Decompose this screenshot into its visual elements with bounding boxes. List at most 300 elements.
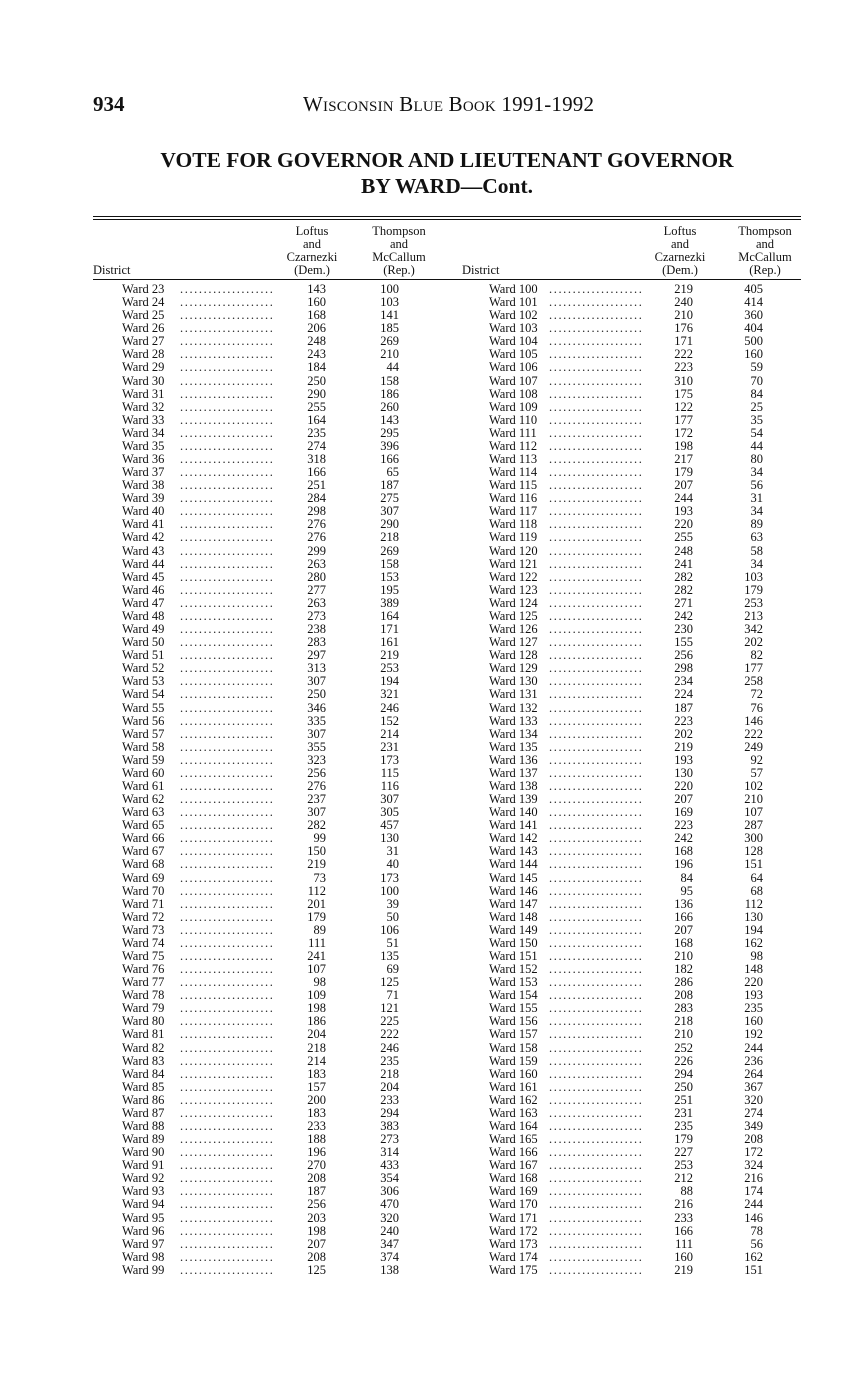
ward-name: Ward 118 [489, 517, 538, 532]
ward-row [122, 518, 412, 531]
leader-dots: .................... [180, 518, 275, 532]
dem-votes: 125 [307, 1262, 326, 1277]
leader-dots: .................... [180, 1185, 275, 1199]
ward-row [122, 728, 412, 741]
ward-row [122, 505, 412, 518]
ward-name: Ward 55 [122, 700, 165, 715]
rep-votes: 264 [744, 1066, 763, 1081]
dem-votes: 277 [307, 582, 326, 597]
ward-name: Ward 34 [122, 425, 165, 440]
ward-name: Ward 58 [122, 739, 165, 754]
leader-dots: .................... [180, 963, 275, 977]
rep-votes: 307 [380, 792, 399, 807]
rep-votes: 233 [380, 1092, 399, 1107]
rep-votes: 172 [744, 1145, 763, 1160]
leader-dots: .................... [549, 884, 644, 898]
ward-row [122, 401, 412, 414]
rep-votes: 25 [750, 399, 763, 414]
rep-votes: 143 [380, 412, 399, 427]
ward-name: Ward 35 [122, 438, 165, 453]
dem-votes: 282 [307, 818, 326, 833]
ward-name: Ward 156 [489, 1014, 538, 1029]
ward-name: Ward 85 [122, 1079, 165, 1094]
dem-votes: 207 [674, 478, 693, 493]
leader-dots: .................... [180, 596, 275, 610]
leader-dots: .................... [549, 623, 644, 637]
leader-dots: .................... [180, 714, 275, 728]
ward-name: Ward 65 [122, 818, 165, 833]
leader-dots: .................... [549, 727, 644, 741]
dem-votes: 107 [307, 962, 326, 977]
leader-dots: .................... [180, 923, 275, 937]
leader-dots: .................... [180, 374, 275, 388]
dem-votes: 298 [674, 661, 693, 676]
rep-votes: 115 [380, 765, 399, 780]
ward-name: Ward 27 [122, 334, 165, 349]
district-header-left: District [93, 263, 131, 277]
ward-row [122, 1251, 412, 1264]
ward-name: Ward 106 [489, 360, 538, 375]
dem-votes: 73 [313, 870, 326, 885]
ward-row [489, 401, 779, 414]
ward-name: Ward 48 [122, 608, 165, 623]
leader-dots: .................... [180, 1263, 275, 1277]
leader-dots: .................... [180, 766, 275, 780]
leader-dots: .................... [180, 910, 275, 924]
ward-name: Ward 100 [489, 282, 538, 296]
dem-votes: 184 [307, 360, 326, 375]
leader-dots: .................... [180, 1067, 275, 1081]
ward-row [122, 558, 412, 571]
leader-dots: .................... [180, 806, 275, 820]
leader-dots: .................... [180, 387, 275, 401]
leader-dots: .................... [180, 479, 275, 493]
dem-votes: 207 [307, 1236, 326, 1251]
leader-dots: .................... [549, 1093, 644, 1107]
ward-name: Ward 82 [122, 1040, 165, 1055]
dem-votes: 248 [674, 543, 693, 558]
rep-votes: 34 [750, 465, 763, 480]
leader-dots: .................... [180, 557, 275, 571]
leader-dots: .................... [180, 283, 275, 296]
rep-votes: 249 [744, 739, 763, 754]
rep-votes: 125 [380, 975, 399, 990]
running-head [93, 92, 801, 120]
leader-dots: .................... [180, 1028, 275, 1042]
ward-name: Ward 173 [489, 1236, 538, 1251]
dem-votes: 171 [674, 334, 693, 349]
ward-name: Ward 70 [122, 883, 165, 898]
rep-votes: 192 [744, 1027, 763, 1042]
dem-votes: 253 [674, 1158, 693, 1173]
leader-dots: .................... [549, 1080, 644, 1094]
dem-votes: 188 [307, 1132, 326, 1147]
dem-votes: 214 [307, 1053, 326, 1068]
dem-votes: 290 [307, 386, 326, 401]
ward-row [489, 1028, 779, 1041]
ward-row [122, 937, 412, 950]
rep-votes: 35 [750, 412, 763, 427]
ward-row [489, 767, 779, 780]
dem-votes: 307 [307, 805, 326, 820]
dem-votes: 250 [307, 373, 326, 388]
rep-votes: 222 [380, 1027, 399, 1042]
rep-votes: 50 [386, 909, 399, 924]
rep-votes: 141 [380, 308, 399, 323]
rep-votes: 59 [750, 360, 763, 375]
dem-votes: 318 [307, 452, 326, 467]
rep-votes: 57 [750, 765, 763, 780]
rep-votes: 187 [380, 478, 399, 493]
rep-votes: 112 [744, 896, 763, 911]
leader-dots: .................... [549, 361, 644, 375]
leader-dots: .................... [549, 1106, 644, 1120]
leader-dots: .................... [549, 701, 644, 715]
dem-votes: 243 [307, 347, 326, 362]
rep-votes: 405 [744, 282, 763, 296]
ward-row [122, 793, 412, 806]
rep-votes: 253 [744, 595, 763, 610]
leader-dots: .................... [180, 492, 275, 506]
ward-name: Ward 50 [122, 635, 165, 650]
dem-votes: 219 [674, 282, 693, 296]
rep-votes: 174 [744, 1184, 763, 1199]
rep-votes: 307 [380, 504, 399, 519]
ward-row [122, 636, 412, 649]
dem-votes: 183 [307, 1066, 326, 1081]
ward-name: Ward 45 [122, 569, 165, 584]
dem-votes: 109 [307, 988, 326, 1003]
ward-row [122, 414, 412, 427]
ward-name: Ward 147 [489, 896, 538, 911]
leader-dots: .................... [180, 1237, 275, 1251]
ward-row [122, 361, 412, 374]
rep-votes: 269 [380, 334, 399, 349]
ward-row [122, 545, 412, 558]
rep-votes: 151 [744, 857, 763, 872]
dem-votes: 276 [307, 517, 326, 532]
ward-name: Ward 91 [122, 1158, 165, 1173]
dem-votes: 183 [307, 1105, 326, 1120]
ward-row [122, 715, 412, 728]
ward-name: Ward 93 [122, 1184, 165, 1199]
dem-votes: 196 [674, 857, 693, 872]
ward-row [489, 558, 779, 571]
dem-votes: 177 [674, 412, 693, 427]
leader-dots: .................... [549, 439, 644, 453]
rep-votes: 177 [744, 661, 763, 676]
dem-votes: 240 [674, 295, 693, 310]
leader-dots: .................... [549, 1237, 644, 1251]
dem-votes: 276 [307, 530, 326, 545]
leader-dots: .................... [549, 1159, 644, 1173]
leader-dots: .................... [180, 649, 275, 663]
ward-row [122, 610, 412, 623]
dem-votes: 111 [675, 1236, 693, 1251]
leader-dots: .................... [180, 936, 275, 950]
ward-name: Ward 146 [489, 883, 538, 898]
dem-votes: 226 [674, 1053, 693, 1068]
ward-row [489, 1251, 779, 1264]
ward-name: Ward 40 [122, 504, 165, 519]
leader-dots: .................... [549, 1028, 644, 1042]
ward-row [489, 531, 779, 544]
leader-dots: .................... [549, 518, 644, 532]
ward-row [489, 375, 779, 388]
ward-row [122, 976, 412, 989]
dem-votes: 207 [674, 792, 693, 807]
dem-votes: 313 [307, 661, 326, 676]
rep-votes: 218 [380, 530, 399, 545]
leader-dots: .................... [549, 531, 644, 545]
rep-header-line: Thompson [372, 224, 426, 238]
leader-dots: .................... [549, 1015, 644, 1029]
dem-header-line: and [302, 237, 322, 251]
leader-dots: .................... [180, 949, 275, 963]
leader-dots: .................... [180, 348, 275, 362]
leader-dots: .................... [180, 1146, 275, 1160]
ward-name: Ward 41 [122, 517, 165, 532]
rep-votes: 433 [380, 1158, 399, 1173]
ward-name: Ward 102 [489, 308, 538, 323]
ward-name: Ward 79 [122, 1001, 165, 1016]
ward-row [122, 819, 412, 832]
ward-row [122, 597, 412, 610]
rep-votes: 166 [380, 452, 399, 467]
ward-name: Ward 31 [122, 386, 165, 401]
dem-votes: 270 [307, 1158, 326, 1173]
ward-row [489, 1238, 779, 1251]
dem-votes: 250 [674, 1079, 693, 1094]
ward-name: Ward 47 [122, 595, 165, 610]
ward-row [122, 950, 412, 963]
rep-votes: 153 [380, 569, 399, 584]
ward-row [489, 388, 779, 401]
ward-row [122, 989, 412, 1002]
ward-row [122, 322, 412, 335]
dem-votes: 252 [674, 1040, 693, 1055]
dem-votes: 201 [307, 896, 326, 911]
ward-row [122, 1002, 412, 1015]
ward-name: Ward 167 [489, 1158, 538, 1173]
rep-votes: 219 [380, 648, 399, 663]
ward-name: Ward 39 [122, 491, 165, 506]
rep-votes: 260 [380, 399, 399, 414]
ward-row [122, 675, 412, 688]
dem-votes: 222 [674, 347, 693, 362]
dem-votes: 164 [307, 412, 326, 427]
leader-dots: .................... [180, 1224, 275, 1238]
rep-votes: 294 [380, 1105, 399, 1120]
rep-votes: 116 [380, 778, 399, 793]
leader-dots: .................... [549, 1250, 644, 1264]
dem-votes: 235 [674, 1119, 693, 1133]
dem-votes: 176 [674, 321, 693, 336]
rep-votes: 161 [380, 635, 399, 650]
ward-name: Ward 54 [122, 687, 165, 702]
rep-votes: 246 [380, 1040, 399, 1055]
ward-name: Ward 125 [489, 608, 538, 623]
rep-votes: 194 [744, 922, 763, 937]
ward-name: Ward 175 [489, 1262, 538, 1277]
leader-dots: .................... [549, 413, 644, 427]
ward-row [122, 1133, 412, 1146]
dem-votes: 231 [674, 1105, 693, 1120]
ward-name: Ward 78 [122, 988, 165, 1003]
leader-dots: .................... [549, 596, 644, 610]
ward-row [122, 767, 412, 780]
dem-votes: 193 [674, 504, 693, 519]
dem-header-line: Loftus [295, 224, 329, 238]
rep-votes: 158 [380, 556, 399, 571]
ward-name: Ward 126 [489, 622, 538, 637]
ward-row [122, 898, 412, 911]
ward-row [122, 885, 412, 898]
dem-votes: 166 [674, 1223, 693, 1238]
ward-name: Ward 174 [489, 1249, 538, 1264]
dem-votes: 172 [674, 425, 693, 440]
dem-votes: 273 [307, 608, 326, 623]
leader-dots: .................... [180, 426, 275, 440]
ward-row [122, 832, 412, 845]
leader-dots: .................... [180, 544, 275, 558]
rep-votes: 39 [386, 896, 399, 911]
leader-dots: .................... [549, 819, 644, 833]
ward-row [489, 1225, 779, 1238]
ward-name: Ward 169 [489, 1184, 538, 1199]
dem-votes: 208 [307, 1171, 326, 1186]
leader-dots: .................... [180, 453, 275, 467]
ward-name: Ward 127 [489, 635, 538, 650]
ward-row [122, 649, 412, 662]
leader-dots: .................... [180, 1250, 275, 1264]
dem-votes: 169 [674, 805, 693, 820]
ward-row [489, 898, 779, 911]
ward-name: Ward 142 [489, 831, 538, 846]
rep-header-line: McCallum [372, 250, 426, 264]
rep-votes: 103 [380, 295, 399, 310]
dem-votes: 234 [674, 674, 693, 689]
ward-row [122, 309, 412, 322]
rep-votes: 246 [380, 700, 399, 715]
ward-name: Ward 161 [489, 1079, 538, 1094]
ward-name: Ward 98 [122, 1249, 165, 1264]
ward-name: Ward 111 [489, 425, 537, 440]
ward-name: Ward 80 [122, 1014, 165, 1029]
leader-dots: .................... [549, 1198, 644, 1212]
dem-votes: 280 [307, 569, 326, 584]
ward-row [122, 335, 412, 348]
rep-votes: 56 [750, 478, 763, 493]
leader-dots: .................... [549, 1185, 644, 1199]
ward-name: Ward 92 [122, 1171, 165, 1186]
leader-dots: .................... [549, 466, 644, 480]
dem-votes: 187 [307, 1184, 326, 1199]
ward-row [122, 1068, 412, 1081]
leader-dots: .................... [180, 309, 275, 323]
rep-votes: 222 [744, 726, 763, 741]
rep-votes: 235 [380, 1053, 399, 1068]
leader-dots: .................... [549, 910, 644, 924]
rep-votes: 214 [380, 726, 399, 741]
ward-row [122, 1146, 412, 1159]
rep-votes: 92 [750, 752, 763, 767]
dem-votes: 250 [307, 687, 326, 702]
leader-dots: .................... [549, 923, 644, 937]
dem-votes: 198 [674, 438, 693, 453]
dem-votes: 242 [674, 608, 693, 623]
leader-dots: .................... [180, 884, 275, 898]
leader-dots: .................... [180, 570, 275, 584]
dem-header-line: and [670, 237, 690, 251]
ward-name: Ward 103 [489, 321, 538, 336]
dem-votes: 155 [674, 635, 693, 650]
ward-name: Ward 130 [489, 674, 538, 689]
rep-header-line: (Rep.) [383, 263, 415, 277]
dem-votes: 168 [674, 844, 693, 859]
leader-dots: .................... [549, 609, 644, 623]
dem-header-right [646, 225, 714, 277]
rep-votes: 179 [744, 582, 763, 597]
ward-row [489, 571, 779, 584]
leader-dots: .................... [549, 871, 644, 885]
dem-votes: 227 [674, 1145, 693, 1160]
ward-row [122, 1212, 412, 1225]
ward-name: Ward 153 [489, 975, 538, 990]
dem-votes: 223 [674, 360, 693, 375]
ward-name: Ward 28 [122, 347, 165, 362]
dem-votes: 223 [674, 713, 693, 728]
rep-header-line: and [389, 237, 409, 251]
ward-row [489, 728, 779, 741]
ward-name: Ward 159 [489, 1053, 538, 1068]
ward-row [122, 531, 412, 544]
ward-name: Ward 67 [122, 844, 165, 859]
dem-header-left [278, 225, 346, 277]
ward-row [122, 911, 412, 924]
dem-votes: 346 [307, 700, 326, 715]
rep-votes: 208 [744, 1132, 763, 1147]
rep-votes: 173 [380, 752, 399, 767]
dem-votes: 244 [674, 491, 693, 506]
rep-votes: 306 [380, 1184, 399, 1199]
rep-votes: 171 [380, 622, 399, 637]
ward-name: Ward 77 [122, 975, 165, 990]
leader-dots: .................... [549, 1133, 644, 1147]
ward-name: Ward 112 [489, 438, 538, 453]
rep-votes: 258 [744, 674, 763, 689]
dem-votes: 179 [674, 465, 693, 480]
ward-row [122, 623, 412, 636]
dem-header-line: Loftus [663, 224, 697, 238]
dem-votes: 111 [308, 935, 326, 950]
rep-votes: 31 [750, 491, 763, 506]
ward-row [489, 361, 779, 374]
leader-dots: .................... [180, 701, 275, 715]
dem-votes: 168 [674, 935, 693, 950]
leader-dots: .................... [549, 1054, 644, 1068]
ward-row [122, 1015, 412, 1028]
leader-dots: .................... [549, 858, 644, 872]
leader-dots: .................... [549, 845, 644, 859]
dem-votes: 307 [307, 674, 326, 689]
ward-name: Ward 53 [122, 674, 165, 689]
ward-row [122, 702, 412, 715]
dem-votes: 235 [307, 425, 326, 440]
ward-row [122, 780, 412, 793]
ward-name: Ward 101 [489, 295, 538, 310]
leader-dots: .................... [180, 361, 275, 375]
